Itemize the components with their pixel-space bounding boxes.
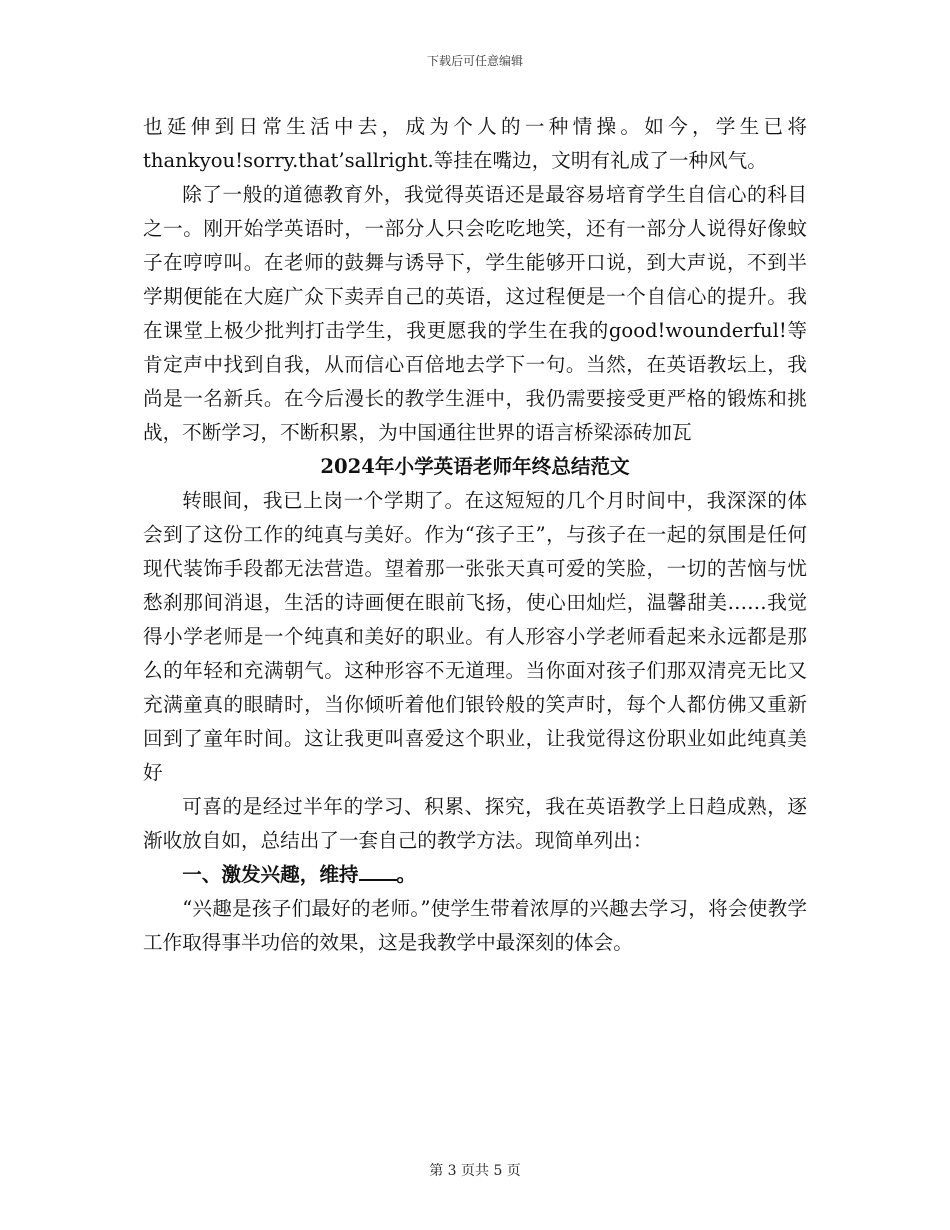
page-number: 第 3 页共 5 页 (429, 1163, 521, 1179)
section-heading-interest (143, 858, 807, 892)
section-heading-end: 。 (396, 863, 417, 886)
paragraph-intro: 转眼间，我已上岗一个学期了。在这短短的几个月时间中，我深深的体会到了这份工作的纯真与美好。作为“孩子王”，与孩子在一起的氛围是任何现代装饰手段都无法营造。望着那一张张天真可爱的笑脸，一切的苦恼与忧愁刹那间消退，生活的诗画便在眼前飞扬，使心田灿烂，温馨甜美……我觉得小学老师是一个纯真和美好的职业。有人形容小学老师看起来永远都是那么的年轻和充满朝气。这种形容不无道理。当你面对孩子们那双清亮无比又充满童真的眼睛时，当你倾听着他们银铃般的笑声时，每个人都仿佛又重新回到了童年时间。这让我更叫喜爱这个职业，让我觉得这份职业如此纯真美好 (143, 489, 807, 784)
section-heading-text: 一、激发兴趣，维持 (182, 863, 359, 886)
document-body (143, 110, 807, 960)
paragraph-interest: “兴趣是孩子们最好的老师。”使学生带着浓厚的兴趣去学习，将会使教学工作取得事半功倍的效果，这是我教学中最深刻的体会。 (143, 897, 807, 954)
paragraph-methods: 可喜的是经过半年的学习、积累、探究，我在英语教学上日趋成熟，逐渐收放自如，总结出了一套自己的教学方法。现简单列出： (143, 795, 807, 852)
paragraph-continuation: 也延伸到日常生活中去，成为个人的一种情操。如今，学生已将thankyou!sorry.that’sallright.等挂在嘴边，文明有礼成了一种风气。 (143, 115, 807, 172)
document-title: 2024年小学英语老师年终总结范文 (320, 455, 630, 478)
page-header-note: 下载后可任意编辑 (426, 54, 523, 68)
fill-in-blank (359, 861, 397, 881)
paragraph-confidence: 除了一般的道德教育外，我觉得英语还是最容易培育学生自信心的科目之一。刚开始学英语时，一部分人只会吃吃地笑，还有一部分人说得好像蚊子在哼哼叫。在老师的鼓舞与诱导下，学生能够开口说，到大声说，不到半学期便能在大庭广众下卖弄自己的英语，这过程便是一个自信心的提升。我在课堂上极少批判打击学生，我更愿我的学生在我的good!wounderful!等肯定声中找到自我，从而信心百倍地去学下一句。当然，在英语教坛上，我尚是一名新兵。在今后漫长的教学生涯中，我仍需要接受更严格的锻炼和挑战，不断学习，不断积累，为中国通往世界的语言桥梁添砖加瓦 (143, 183, 807, 444)
